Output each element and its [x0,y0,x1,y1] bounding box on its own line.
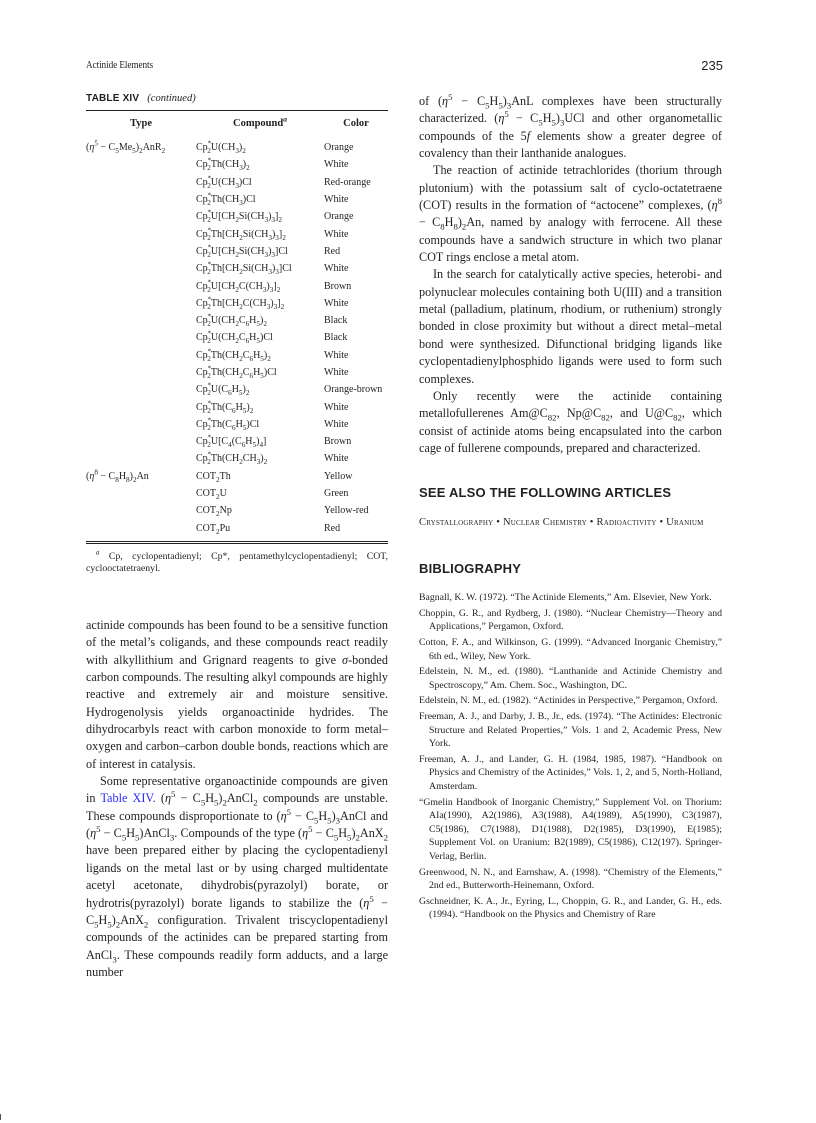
cell-compound: $Cp^*_2U(CH_2C_6H_5)_2$ [196,312,267,329]
bibliography-entry: Edelstein, N. M., ed. (1980). “Lanthanide and Actinide Chemistry and Spectroscopy,” Am. Chem. Soc., Washington, DC. [419,666,722,691]
table-row [86,191,388,208]
cell-type [86,156,196,173]
cell-color: White [324,401,349,413]
cell-type [86,398,196,415]
bullet-separator: • [493,517,503,529]
col-header-color: Color [343,118,369,129]
table-row [86,364,388,381]
cell-type: $(\eta^5 - C_5Me_5)_2AnR_2$ [86,139,166,156]
cell-color: White [324,228,349,240]
cell-compound: $Cp^*_2U(CH_2C_6H_5)Cl$ [196,330,273,346]
table-continued-note: (continued) [147,93,196,104]
cell-color: White [324,263,349,275]
paragraph: Some representative organoactinide compounds are given in Table XIV. ($\eta^5$ − $C_5H_5)_2AnCl_2$ compounds are unstable. These compounds disproportionate to ($\eta^5$ − $C_5H_5)_3AnCl$ and ($\eta^5$ − $C_5H_5)AnCl_3$. Compounds of the type $(\eta^5 - C_5H_5)_2AnX_2$ have been prepared either by placing the cyclopentadienyl ligands on the metal last or by using charged multidentate acetyl acetonate, dihydrobis(pyrazolyl) borate, or hydrotris(pyrazolyl) borate ligands to stabilize the $(\eta^5 - C_5H_5)_2AnX_2$ configuration. Trivalent triscyclopentadienyl compounds of the actinides can be prepared starting from AnCl$_3$. These compounds readily form adducts, and a large number [86,774,389,979]
table-row [86,416,388,433]
bullet-separator: • [586,517,597,529]
bibliography-entry: Edelstein, N. M., ed. (1982). “Actinides in Perspective,” Pergamon, Oxford. [419,695,718,707]
table-row [86,502,388,519]
cell-compound: $Cp^*_2Th(C_6H_5)_2$ [196,399,254,415]
cell-color: Red-orange [324,176,371,188]
cell-compound: $COT_2U$ [196,488,227,502]
cell-type [86,520,196,541]
cell-color: White [324,159,349,171]
cell-compound: $Cp^*_2Th[CH_2Si(CH_3)_3]Cl$ [196,260,292,277]
cell-type [86,225,196,242]
cell-compound: $Cp^*_2U(CH_3)_2$ [196,139,246,156]
bibliography-entry: “Gmelin Handbook of Inorganic Chemistry,” Supplement Vol. on Thorium: AIa(1990), A2(1986), A3(1988), A4(1989), A5(1990), C3(1987), C5(1986), C7(1988), D1(1988), D2(1985), D3(1990), E(1985); Supplement Vol. on Uranium: B2(1989), C5(1986), C12(197). Springer-Verlag, Berlin. [419,796,722,862]
cell-type [86,191,196,208]
table-row [86,156,388,173]
cell-compound: $Cp^*_2Th(CH_3)_2$ [196,157,250,173]
right-body-text [419,93,722,457]
cell-color: Red [324,522,341,534]
table-row [86,225,388,242]
cell-type: $(\eta^8 - C_8H_8)_2An$ [86,468,149,484]
cell-color: White [324,418,349,430]
cell-compound: $Cp^*_2U[C_4(C_6H_5)_4]$ [196,433,267,450]
cell-color: White [324,367,349,378]
cell-type [86,364,196,381]
cell-compound: $Cp^*_2Th[CH_2C(CH_3)_3]_2$ [196,295,285,311]
cell-type [86,502,196,519]
running-head: Actinide Elements [86,60,154,71]
cell-type [86,416,196,433]
cell-color: White [324,453,349,465]
cell-color: Black [324,332,348,344]
table-row [86,312,388,329]
cell-compound: $COT_2Pu$ [196,522,231,536]
page-number: 235 [701,58,723,73]
table-row [86,174,388,191]
right-column [419,93,722,924]
bibliography-entry: Freeman, A. J., and Darby, J. B., Jr., eds. (1974). “The Actinides: Electronic Structure and Related Properties,” Vols. 1 and 2, Academic Press, New York. [419,710,722,750]
table-xiv-link[interactable]: Table XIV [100,791,153,806]
cell-color: White [324,297,349,309]
table-row [86,277,388,294]
table-row [86,295,388,312]
left-body-text [86,617,388,981]
cell-color: Yellow [324,470,353,482]
cell-color: Orange-brown [324,384,383,396]
paragraph: In the search for catalytically active species, heterobi- and polynuclear molecules containing both U(III) and a transition metal (palladium, platinum, rhodium, or ruthenium) strongly bonded in close proximity but without a direct metal–metal bond were synthesized. Difunctional bridging ligands like cyclopentadienylphosphido ligands were used to form such complexes. [419,267,722,386]
cell-type [86,347,196,364]
see-also-link[interactable]: Nuclear Chemistry [502,517,587,529]
cell-compound: $Cp^*_2U[CH_2Si(CH_3)_3]_2$ [196,209,282,225]
cell-compound: $Cp^*_2Th[CH_2Si(CH_3)_3]_2$ [196,226,286,242]
cell-type [86,243,196,260]
cell-type [86,174,196,191]
paragraph: actinide compounds has been found to be a sensitive function of the metal’s coligands, and these compounds react readily with alkyllithium and Grignard reagents to give σ-bonded carbon compounds. The resulting alkyl compounds are highly reactive and extremely air and moisture sensitive. Hydrogenolysis yields organoactinide hydrides. The dihydrocarbyls react with carbon monoxide to form metal–oxygen and carbon–carbon double bonds, reactions which are of interest in catalysis. [86,618,388,771]
bibliography-entry: Freeman, A. J., and Lander, G. H. (1984, 1985, 1987). “Handbook on Physics and Chemistry of the Actinides,” Vols. 1, 2, and 5, North-Holland, Amsterdam. [419,753,722,792]
table-row [86,243,388,260]
cell-color: Orange [324,211,354,223]
table-label: TABLE XIV [86,93,140,104]
table-body [86,135,388,541]
cell-type [86,433,196,450]
table-bottom-rule [86,541,388,544]
cell-compound: $Cp^*_2Th(CH_2C_6H_5)Cl$ [196,364,277,380]
cell-type [86,260,196,277]
cell-color: Green [324,488,349,500]
cell-compound: $COT_2Np$ [196,505,232,519]
bibliography-entry: Bagnall, K. W. (1972). “The Actinide Elements,” Am. Elsevier, New York. [419,592,712,604]
see-also-list [419,514,722,531]
cell-color: Yellow-red [324,505,369,517]
cell-compound: $Cp^*_2Th(CH_2C_6H_5)_2$ [196,347,271,363]
cell-color: White [324,349,349,361]
table-row [86,398,388,415]
bullet-separator: • [656,517,667,529]
table-row [86,208,388,225]
table-row [86,468,388,485]
cell-type [86,381,196,398]
cell-type [86,485,196,502]
bibliography-entry: Choppin, G. R., and Rydberg, J. (1980). “Nuclear Chemistry—Theory and Applications,” Pergamon, Oxford. [419,607,722,633]
cell-type [86,312,196,329]
table-section [86,93,388,576]
cell-color: Red [324,245,341,257]
table-row [86,485,388,502]
table-row [86,433,388,450]
cell-compound: $Cp^*_2U(C_6H_5)_2$ [196,381,250,398]
table-row [86,381,388,398]
cell-compound: $Cp^*_2U(CH_3)Cl$ [196,174,252,190]
see-also-link[interactable]: Crystallography [419,517,494,529]
table-row [86,135,388,156]
table-row [86,347,388,364]
cell-color: Orange [324,142,354,154]
bibliography-list [419,591,722,922]
bibliography-entry: Gschneidner, K. A., Jr., Eyring, L., Choppin, G. R., and Lander, G. H., eds. (1994). “Handbook on the Physics and Chemistry of Rare [419,895,722,921]
table-footnote: $^a$ Cp, cyclopentadienyl; Cp*, pentamethylcyclopentadienyl; COT, cyclooctatetraenyl. [86,548,389,575]
cell-compound: $Cp^*_2Th(C_6H_5)Cl$ [196,416,260,432]
paragraph: Only recently were the actinide containing metallofullerenes $Am@C_{82}$, $Np@C_{82}$, and $U@C_{82}$, which consist of actinide atoms being encapsulated into the carbon cage of fullerene compounds, prepared and characterized. [419,388,722,455]
see-also-link[interactable]: Uranium [666,517,704,529]
bibliography-entry: Greenwood, N. N., and Earnshaw, A. (1998). “Chemistry of the Elements,” 2nd ed., Butterworth-Heinemann, Oxford. [419,866,722,892]
bibliography-heading: BIBLIOGRAPHY [419,561,522,577]
paragraph: of $(\eta^5 - C_5H_5)_3AnL$ complexes have been structurally characterized. $(\eta^5 - C_5H_5)_3UCl$ and other organometallic compounds of the 5f elements show a greater degree of covalency than their lanthanide analogues. [419,91,722,161]
cell-color: Brown [324,280,352,292]
cell-type [86,208,196,225]
see-also-link[interactable]: Radioactivity [596,517,657,529]
compounds-table [86,111,388,541]
paragraph: The reaction of actinide tetrachlorides (thorium through plutonium) with the potassium salt of cyclo-octatetraene (COT) results in the formation of “actocene” complexes, $(\eta^8 - C_8H_8)_2An$, named by analogy with ferrocene. All these compounds have a sandwich structure in which two planar COT rings enclose a metal atom. [419,163,722,265]
cell-compound: $COT_2Th$ [196,470,231,484]
cell-compound: $Cp^*_2Th(CH_3)Cl$ [196,191,256,208]
cell-type [86,277,196,294]
col-header-compound: Compound$^a$ [233,114,287,129]
cell-type [86,295,196,312]
cell-compound: $Cp^*_2U[CH_2C(CH_3)_3]_2$ [196,278,281,294]
cell-color: White [324,194,349,206]
table-row [86,260,388,277]
corner-mark [0,1114,1,1120]
table-header-row [86,111,388,135]
table-row [86,450,388,467]
table-row [86,329,388,346]
table-caption [86,93,388,104]
cell-compound: $Cp^*_2Th(CH_2CH_3)_2$ [196,451,268,467]
col-header-type: Type [130,118,152,129]
table-row [86,520,388,541]
cell-compound: $Cp^*_2U[CH_2Si(CH_3)_3]Cl$ [196,243,288,259]
cell-color: Black [324,315,348,327]
see-also-heading: SEE ALSO THE FOLLOWING ARTICLES [419,485,672,501]
cell-type [86,329,196,346]
bibliography-entry: Cotton, F. A., and Wilkinson, G. (1999). “Advanced Inorganic Chemistry,” 6th ed., Wiley, New York. [419,637,722,662]
cell-type [86,450,196,467]
cell-color: Brown [324,436,352,448]
